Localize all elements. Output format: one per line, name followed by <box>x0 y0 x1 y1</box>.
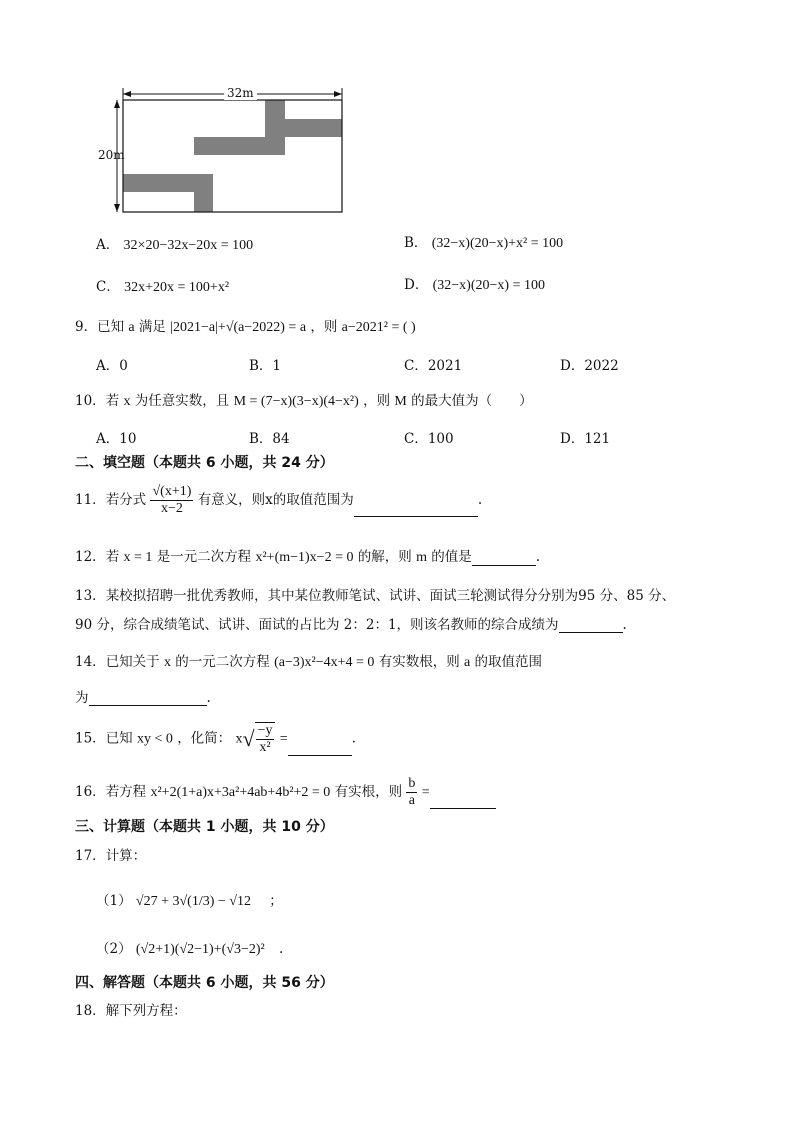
q9-option-a[interactable]: A．0 <box>96 358 128 374</box>
question-14: 14．已知关于 x 的一元二次方程 (a−3)x²−4x+4 = 0 有实数根，则 a 的取值范围 <box>75 654 543 670</box>
q17-part-2: （2） (√2+1)(√2−1)+(√3−2)² . <box>96 941 284 957</box>
answer-blank[interactable] <box>472 551 536 566</box>
q17-expr-2: (√2+1)(√2−1)+(√3−2)² <box>135 942 265 957</box>
q8-option-a[interactable] <box>96 233 253 254</box>
question-number: 11． <box>75 492 106 509</box>
width-label: 32m <box>224 86 257 100</box>
question-13: 13．某校拟招聘一批优秀教师，其中某位教师笔试、试讲、面试三轮测试得分分别为95 分、85 分、 <box>75 588 676 604</box>
option-expr: (32−x)(20−x) = 100 <box>432 278 545 293</box>
rectangle-road-figure <box>95 82 355 218</box>
q10-option-a[interactable]: A．10 <box>96 431 137 447</box>
q8-option-c[interactable] <box>96 275 229 296</box>
question-number: 15． <box>75 730 106 747</box>
question-number: 14． <box>75 654 106 670</box>
question-number: 12． <box>75 549 106 565</box>
q15-fraction: $\frac{-y}{\text{x²}}$ <box>255 722 276 756</box>
q10-expression: M = (7−x)(3−x)(4−x²) <box>233 394 359 409</box>
question-10: 10．若 x 为任意实数，且 M = (7−x)(3−x)(4−x²) ，则 M 的最大值为（ ） <box>75 393 533 409</box>
question-number: 17． <box>75 848 106 864</box>
answer-blank[interactable] <box>354 502 478 517</box>
question-number: 9． <box>75 319 98 335</box>
option-expr: (32−x)(20−x)+x² = 100 <box>431 236 564 251</box>
outer-rectangle <box>123 100 342 212</box>
question-15: 15．已知 xy < 0 ，化简： x√ $\frac{-y}{\text{x²}}$ = . <box>75 723 356 756</box>
question-9: 9．已知 a 满足 |2021−a|+√(a−2022) = a ，则 a−2021² = ( ) <box>75 319 416 335</box>
q9-expression: a−2021² = ( ) <box>341 320 416 335</box>
q17-part-1: （1） √27 + 3√(1/3) − √12 ； <box>96 893 283 909</box>
q10-option-c[interactable]: C．100 <box>404 431 454 447</box>
q10-option-d[interactable]: D．121 <box>560 431 611 447</box>
q14-equation: (a−3)x²−4x+4 = 0 <box>274 655 375 670</box>
answer-blank[interactable] <box>430 794 496 809</box>
option-label: A． <box>96 237 120 253</box>
section-title: 二、填空题（本题共 6 小题，共 24 分） <box>75 455 334 471</box>
question-number: 13． <box>75 588 106 604</box>
question-number: 10． <box>75 393 106 409</box>
q16-fraction: $\frac{b}{a}$ <box>408 776 416 809</box>
question-17: 17．计算： <box>75 848 147 864</box>
answer-blank[interactable] <box>89 691 207 706</box>
option-label: B． <box>404 235 428 251</box>
section-title: 四、解答题（本题共 6 小题，共 56 分） <box>75 975 334 991</box>
q8-option-b[interactable] <box>404 231 563 252</box>
q9-option-b[interactable]: B．1 <box>249 358 282 374</box>
q16-equation: x²+2(1+a)x+3a²+4ab+4b²+2 = 0 <box>150 785 331 801</box>
q12-equation: x²+(m−1)x−2 = 0 <box>255 550 354 565</box>
q11-fraction: $\frac{√(x+1)}{x-2}$ <box>152 484 192 517</box>
question-13-line2: 90 分，综合成绩笔试、试讲、面试的占比为 2：2：1，则该名教师的综合成绩为 . <box>75 617 627 633</box>
road-vertical-lower <box>194 174 213 212</box>
option-label: D． <box>404 277 429 293</box>
section-title: 三、计算题（本题共 1 小题，共 10 分） <box>75 819 334 835</box>
question-12: 12．若 x = 1 是一元二次方程 x²+(m−1)x−2 = 0 的解，则 m 的值是 . <box>75 549 541 565</box>
question-18: 18．解下列方程： <box>75 1003 187 1019</box>
question-number: 18． <box>75 1003 106 1019</box>
option-expr: 32×20−32x−20x = 100 <box>123 238 254 253</box>
option-expr: 32x+20x = 100+x² <box>124 280 230 295</box>
q9-option-c[interactable]: C．2021 <box>404 358 463 374</box>
height-label: 20m <box>98 148 125 162</box>
answer-blank[interactable] <box>288 741 352 756</box>
q9-option-d[interactable]: D．2022 <box>560 358 619 374</box>
answer-blank[interactable] <box>559 618 623 633</box>
question-14-line2: 为 . <box>75 690 211 706</box>
question-number: 16． <box>75 784 106 801</box>
q8-option-d[interactable] <box>404 273 545 294</box>
q17-expr-1: √27 + 3√(1/3) − √12 <box>135 894 251 909</box>
q10-option-b[interactable]: B．84 <box>249 431 290 447</box>
question-11: 11．若分式 $\frac{√(x+1)}{x-2}$ 有意义，则x的取值范围为 . <box>75 484 483 517</box>
road-horizontal-upper <box>265 119 342 137</box>
sqrt-sign: √ <box>242 726 255 752</box>
q9-condition: |2021−a|+√(a−2022) = a <box>170 320 307 335</box>
question-16: 16．若方程 x²+2(1+a)x+3a²+4ab+4b²+2 = 0 有实根，则 $\frac{b}{a}$ = <box>75 776 496 809</box>
option-label: C． <box>96 279 120 295</box>
